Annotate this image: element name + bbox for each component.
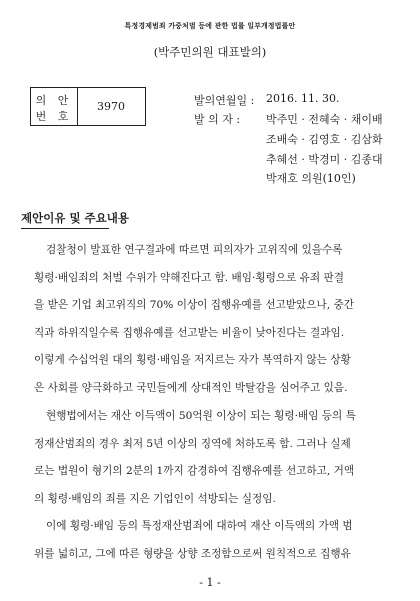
section-underline <box>21 228 109 229</box>
body-line: 검찰청이 발표한 연구결과에 따르면 피의자가 고위직에 있을수록 <box>46 244 343 256</box>
bill-box-label-line2: 번 호 <box>35 110 73 123</box>
body-line: 을 받은 기업 최고위직의 70% 이상이 집행유예를 선고받았으나, 중간 <box>34 299 354 311</box>
body-line: 정재산범죄의 경우 최저 5년 이상의 징역에 처하도록 함. 그러나 실제 <box>34 438 351 450</box>
proposer-line: 박주민 · 전혜숙 · 채이배 <box>266 113 383 126</box>
document-title: 특정경제범죄 가중처벌 등에 관한 법률 일부개정법률안 <box>124 22 296 30</box>
date-value: 2016. 11. 30. <box>266 92 340 105</box>
document-subtitle: (박주민의원 대표발의) <box>153 45 267 59</box>
section-heading: 제안이유 및 주요내용 <box>21 211 129 225</box>
bill-box-label-line1: 의 안 <box>35 94 73 107</box>
body-line: 직과 하위직일수록 집행유예를 선고받는 비율이 낮아진다는 결과임. <box>34 327 345 339</box>
body-line: 로는 법원이 형기의 2분의 1까지 감경하여 집행유예를 선고하고, 거액 <box>34 465 355 477</box>
body-line: 현행법에서는 재산 이득액이 50억원 이상이 되는 횡령·배임 등의 특 <box>46 410 356 422</box>
body-line: 이렇게 수십억원 대의 횡령·배임을 저지르는 자가 복역하지 않는 상황 <box>34 354 351 366</box>
proposer-line: 추혜선 · 박경미 · 김종대 <box>266 153 383 166</box>
bill-number-box <box>30 87 146 126</box>
proposer-line: 조배숙 · 김영호 · 김삼화 <box>266 133 383 146</box>
body-line: 위를 넓히고, 그에 따른 형량을 상향 조정함으로써 원칙적으로 집행유 <box>34 548 351 560</box>
date-label: 발의연월일 : <box>194 94 255 107</box>
body-line: 은 사회를 양극화하고 국민들에게 상대적인 박탈감을 심어주고 있음. <box>34 382 348 394</box>
page-number: - 1 - <box>199 576 221 589</box>
bill-number: 3970 <box>97 100 125 113</box>
proposer-label: 발 의 자 : <box>194 113 241 126</box>
proposer-line: 박재호 의원(10인) <box>266 172 356 185</box>
body-line: 의 횡령·배임의 죄를 지은 기업인이 석방되는 실정임. <box>34 493 276 505</box>
body-line: 횡령·배임죄의 처벌 수위가 약해진다고 함. 배임·횡령으로 유죄 판결 <box>34 272 344 284</box>
body-line: 이에 횡령·배임 등의 특정재산범죄에 대하여 재산 이득액의 가액 범 <box>46 520 353 532</box>
